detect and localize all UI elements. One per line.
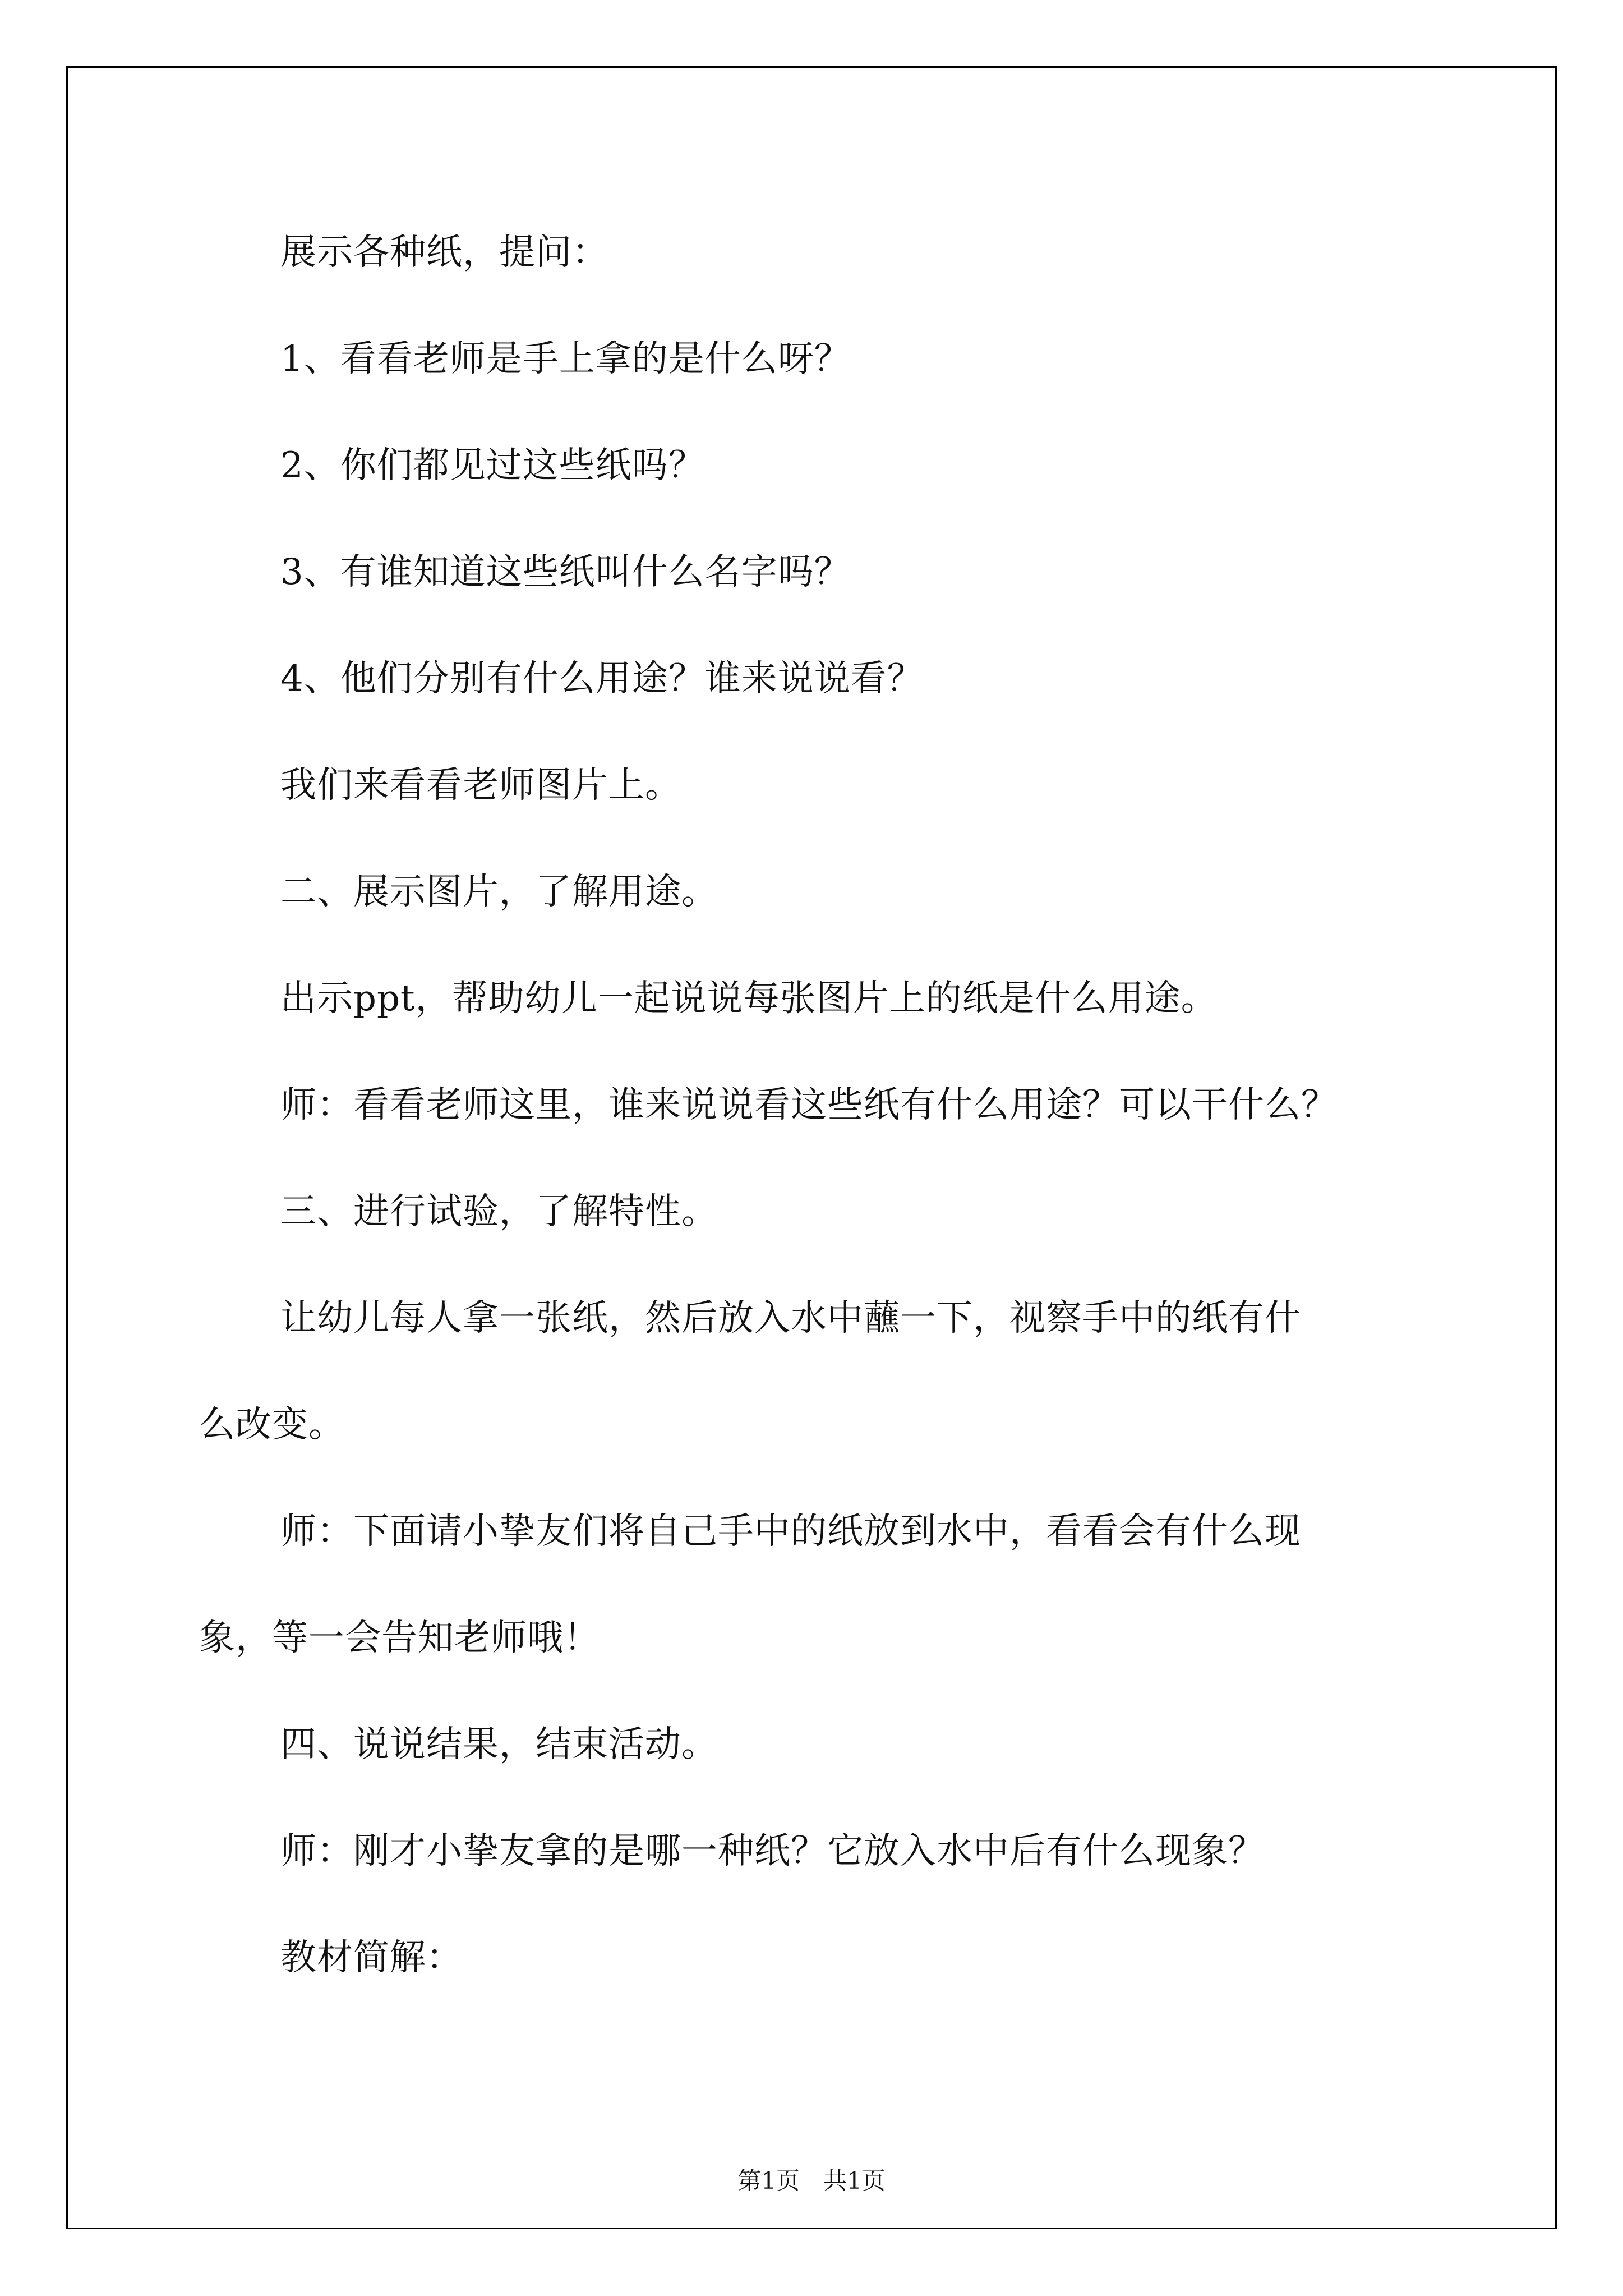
text-line: 师：看看老师这里，谁来说说看这些纸有什么用途？可以干什么？: [280, 1084, 1338, 1126]
page-number-footer: 第1页 共1页: [737, 2167, 886, 2194]
text-line: 象，等一会告知老师哦！: [199, 1617, 600, 1659]
text-line: 让幼儿每人拿一张纸，然后放入水中蘸一下，视察手中的纸有什: [280, 1297, 1301, 1339]
text-line: 1、看看老师是手上拿的是什么呀？: [280, 338, 851, 380]
text-line: 三、进行试验，了解特性。: [280, 1191, 718, 1232]
text-line: 师：下面请小挚友们将自己手中的纸放到水中，看看会有什么现: [280, 1511, 1301, 1552]
text-line: 二、展示图片，了解用途。: [280, 871, 718, 913]
text-line: 出示ppt，帮助幼儿一起说说每张图片上的纸是什么用途。: [280, 978, 1218, 1019]
page-border: [66, 66, 1557, 2229]
text-line: 2、你们都见过这些纸吗？: [280, 445, 705, 486]
text-line: 展示各种纸，提问：: [280, 232, 608, 273]
text-line: 教材简解：: [280, 1937, 463, 1978]
text-line: 3、有谁知道这些纸叫什么名字吗？: [280, 551, 851, 593]
text-line: 师：刚才小挚友拿的是哪一种纸？它放入水中后有什么现象？: [280, 1830, 1265, 1872]
text-line: 4、他们分别有什么用途？谁来说说看？: [280, 658, 924, 700]
text-line: 四、说说结果，结束活动。: [280, 1724, 718, 1765]
text-line: 我们来看看老师图片上。: [280, 765, 681, 806]
text-line: 么改变。: [199, 1404, 345, 1446]
